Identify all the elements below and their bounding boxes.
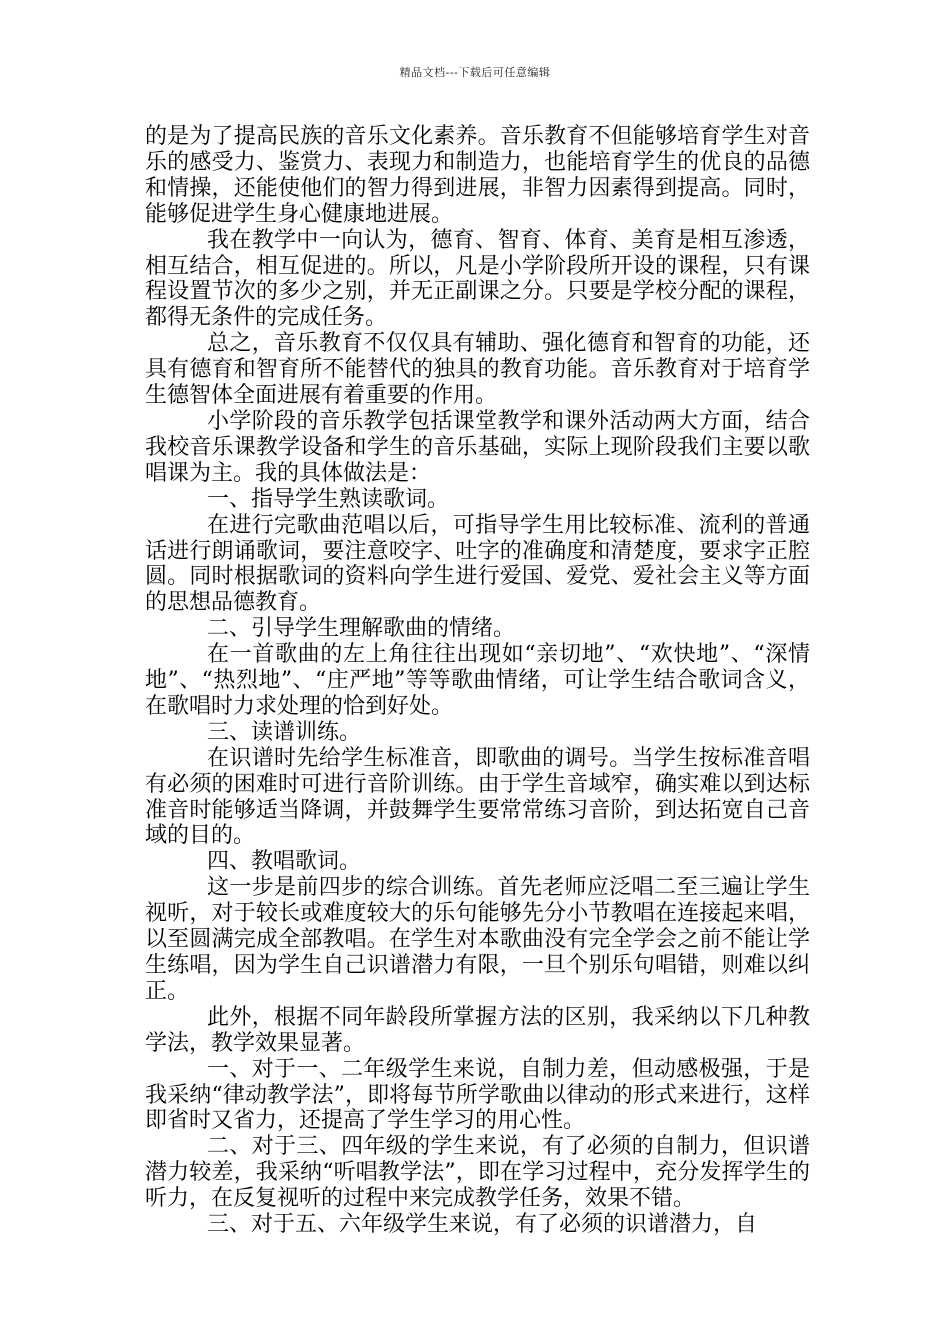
paragraph: 二、对于三、四年级的学生来说，有了必须的自制力，但识谱潜力较差，我采纳“听唱教学法”，即在学习过程中，充分发挥学生的听力，在反复视听的过程中来完成教学任务，效果不错。: [145, 1134, 810, 1212]
paragraph: 的是为了提高民族的音乐文化素养。音乐教育不但能够培育学生对音乐的感受力、鉴赏力、表现力和制造力，也能培育学生的优良的品德和情操，还能使他们的智力得到进展，非智力因素得到提高。同时，能够促进学生身心健康地进展。: [145, 124, 810, 227]
paragraph: 总之，音乐教育不仅仅具有辅助、强化德育和智育的功能，还具有德育和智育所不能替代的独具的教育功能。音乐教育对于培育学生德智体全面进展有着重要的作用。: [145, 331, 810, 409]
document-body: [145, 124, 810, 1238]
section-heading: 一、指导学生熟读歌词。: [207, 486, 450, 512]
paragraph: 我在教学中一向认为，德育、智育、体育、美育是相互渗透，相互结合，相互促进的。所以，凡是小学阶段所开设的课程，只有课程设置节次的多少之别，并无正副课之分。只要是学校分配的课程，都得无条件的完成任务。: [145, 227, 810, 331]
page-header: 精品文档---下载后可任意编辑: [399, 66, 551, 79]
section-heading: 二、引导学生理解歌曲的情绪。: [207, 616, 516, 642]
section-heading: 三、读谱训练。: [207, 719, 362, 745]
paragraph: 在一首歌曲的左上角往往出现如“亲切地”、“欢快地”、“深情地”、“热烈地”、“庄严地”等等歌曲情绪，可让学生结合歌词含义，在歌唱时力求处理的恰到好处。: [145, 642, 810, 719]
paragraph: 三、对于五、六年级学生来说，有了必须的识谱潜力，自: [207, 1212, 758, 1238]
paragraph: 这一步是前四步的综合训练。首先老师应泛唱二至三遍让学生视听，对于较长或难度较大的乐句能够先分小节教唱在连接起来唱，以至圆满完成全部教唱。在学生对本歌曲没有完全学会之前不能让学生练唱，因为学生自己识谱潜力有限，一旦个别乐句唱错，则难以纠正。: [145, 875, 810, 1004]
paragraph: 此外，根据不同年龄段所掌握方法的区别，我采纳以下几种教学法，教学效果显著。: [145, 1004, 810, 1056]
paragraph: 小学阶段的音乐教学包括课堂教学和课外活动两大方面，结合我校音乐课教学设备和学生的音乐基础，实际上现阶段我们主要以歌唱课为主。我的具体做法是：: [145, 408, 810, 486]
paragraph: 在识谱时先给学生标准音，即歌曲的调号。当学生按标准音唱有必须的困难时可进行音阶训练。由于学生音域窄，确实难以到达标准音时能够适当降调，并鼓舞学生要常常练习音阶，到达拓宽自己音域的目的。: [145, 745, 810, 849]
paragraph: 在进行完歌曲范唱以后，可指导学生用比较标准、流利的普通话进行朗诵歌词，要注意咬字、吐字的准确度和清楚度，要求字正腔圆。同时根据歌词的资料向学生进行爱国、爱党、爱社会主义等方面的思想品德教育。: [145, 512, 810, 616]
paragraph: 一、对于一、二年级学生来说，自制力差，但动感极强，于是我采纳“律动教学法”，即将每节所学歌曲以律动的形式来进行，这样即省时又省力，还提高了学生学习的用心性。: [145, 1056, 810, 1134]
section-heading: 四、教唱歌词。: [207, 849, 362, 875]
